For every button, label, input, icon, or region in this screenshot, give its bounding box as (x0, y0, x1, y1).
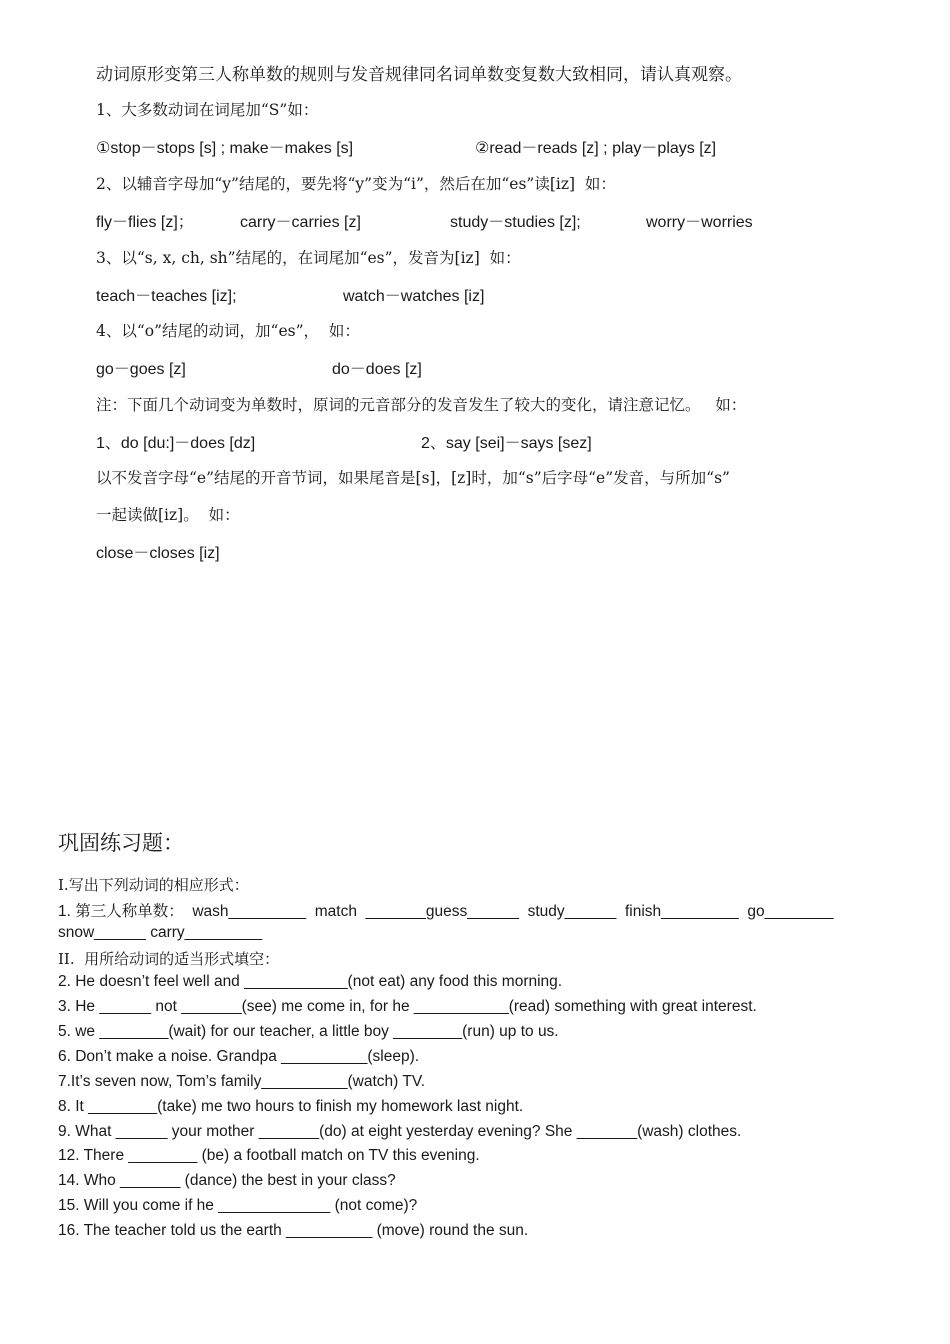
question-6: 6. Don’t make a noise. Grandpa __________(sleep). (58, 1048, 420, 1065)
question-3: 3. He ______ not _______(see) me come in, for he ___________(read) something with great interest. (58, 998, 757, 1015)
rule2-title: 2、以辅音字母加“y”结尾的，要先将“y”变为“i”，然后在加“es”读[iz] 如： (96, 175, 616, 193)
rule2-example: worry－worries (646, 214, 753, 231)
rule4-title: 4、以“o”结尾的动词，加“es”， 如： (96, 322, 360, 340)
exercises-heading: 巩固练习题： (58, 831, 184, 855)
part1-title: I.写出下列动词的相应形式： (58, 876, 249, 894)
question-9: 9. What ______ your mother _______(do) at eight yesterday evening? She _______(wash) clothes. (58, 1123, 742, 1140)
rule2-example: fly－flies [z]； (96, 214, 194, 231)
rule2-example: study－studies [z]; (450, 214, 581, 231)
silent-e-rule-line1: 以不发音字母“e”结尾的开音节词，如果尾音是[s]，[z]时，加“s”后字母“e”发音，与所加“s” (96, 469, 730, 487)
rule4-example: go－goes [z] (96, 361, 186, 378)
rule3-title: 3、以“s, x, ch, sh”结尾的，在词尾加“es”，发音为[iz] 如： (96, 249, 521, 267)
question-15: 15. Will you come if he _____________ (not come)? (58, 1197, 418, 1214)
rule3-example: teach－teaches [iz]; (96, 288, 237, 305)
rule4-example: do－does [z] (332, 361, 422, 378)
question-8: 8. It ________(take) me two hours to finish my homework last night. (58, 1098, 524, 1115)
question-7: 7.It’s seven now, Tom’s family__________(watch) TV. (58, 1073, 426, 1090)
rule1-example-b: ②read－reads [z] ; play－plays [z] (475, 140, 717, 157)
rule3-example: watch－watches [iz] (343, 288, 485, 305)
silent-e-rule-line2: 一起读做[iz]。 如： (96, 506, 240, 524)
question-12: 12. There ________ (be) a football match on TV this evening. (58, 1147, 480, 1164)
note-example: 1、do [du:]－does [dz] (96, 435, 256, 452)
silent-e-example: close－closes [iz] (96, 545, 220, 562)
rule2-example: carry－carries [z] (240, 214, 361, 231)
question-5: 5. we ________(wait) for our teacher, a little boy ________(run) up to us. (58, 1023, 559, 1040)
question-16: 16. The teacher told us the earth __________ (move) round the sun. (58, 1222, 529, 1239)
part1-line1: 1. 第三人称单数： wash_________ match _______guess______ study______ finish_________ go________ (58, 903, 834, 920)
rule1-example-a: ①stop－stops [s] ; make－makes [s] (96, 140, 354, 157)
question-2: 2. He doesn’t feel well and ____________(not eat) any food this morning. (58, 973, 563, 990)
note-title: 注：下面几个动词变为单数时，原词的元音部分的发音发生了较大的变化，请注意记忆。 如： (96, 396, 747, 414)
part1-line2: snow______ carry_________ (58, 924, 263, 941)
rule1-title: 1、大多数动词在词尾加“S”如： (96, 101, 319, 119)
part2-title: II. 用所给动词的适当形式填空： (58, 950, 280, 968)
intro-text: 动词原形变第三人称单数的规则与发音规律同名词单数变复数大致相同，请认真观察。 (96, 65, 742, 85)
question-14: 14. Who _______ (dance) the best in your class? (58, 1172, 396, 1189)
note-example: 2、say [sei]－says [sez] (421, 435, 592, 452)
